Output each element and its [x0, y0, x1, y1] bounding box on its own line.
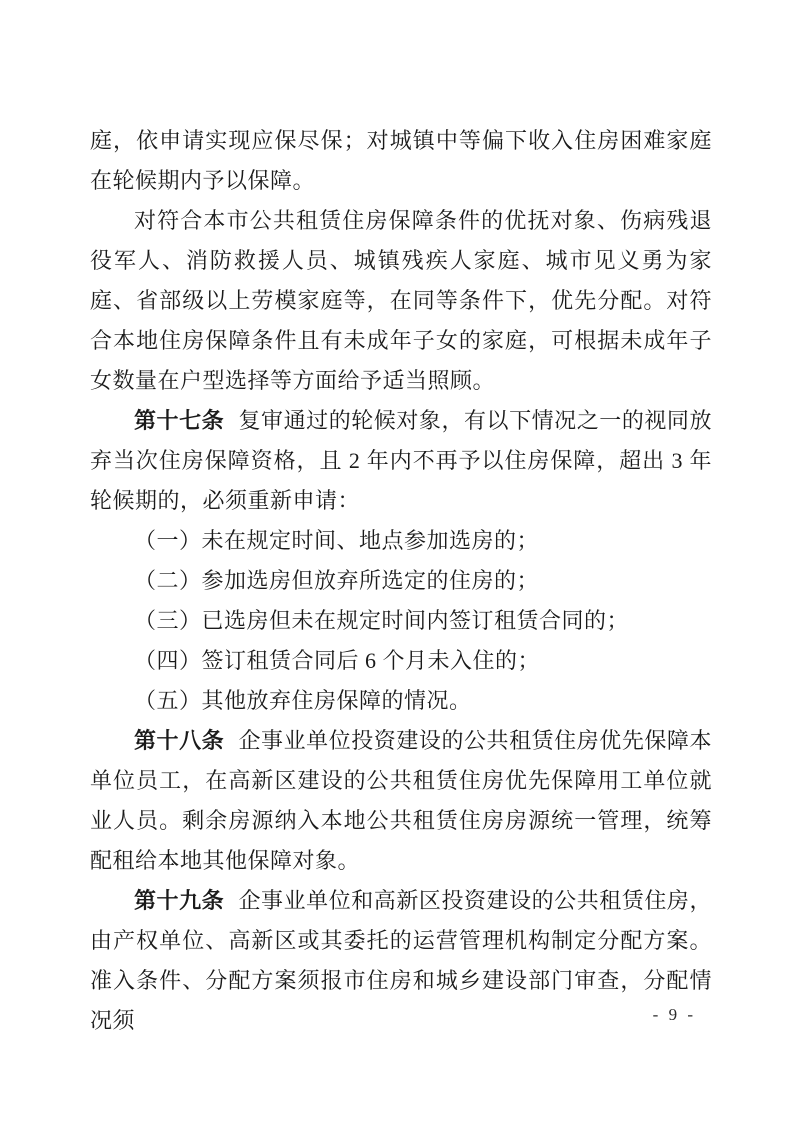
paragraph-text: 企事业单位投资建设的公共租赁住房优先保障本单位员工，在高新区建设的公共租赁住房优先保障用工单位就业人员。剩余房源纳入本地公共租赁住房房源统一管理，统筹配租给本地其他保障对象。: [90, 728, 712, 873]
paragraph-priority-allocation: [90, 201, 712, 401]
paragraph-text: 对符合本市公共租赁住房保障条件的优抚对象、伤病残退役军人、消防救援人员、城镇残疾人家庭、城市见义勇为家庭、省部级以上劳模家庭等，在同等条件下，优先分配。对符合本地住房保障条件且有未成年子女的家庭，可根据未成年子女数量在户型选择等方面给予适当照顾。: [90, 208, 712, 393]
article-19-heading: 第十九条: [134, 888, 225, 913]
paragraph-article-18: [90, 721, 712, 881]
list-item-text: （三）已选房但未在规定时间内签订租赁合同的；: [134, 608, 630, 633]
paragraph-text: 庭，依申请实现应保尽保；对城镇中等偏下收入住房困难家庭在轮候期内予以保障。: [90, 128, 712, 193]
list-item-3: [90, 601, 712, 641]
list-item-2: [90, 561, 712, 601]
list-item-text: （二）参加选房但放弃所选定的住房的；: [134, 568, 540, 593]
paragraph-continuation: [90, 121, 712, 201]
list-item-text: （一）未在规定时间、地点参加选房的；: [134, 528, 540, 553]
paragraph-article-19: [90, 881, 712, 1041]
article-18-heading: 第十八条: [134, 728, 225, 753]
list-item-1: [90, 521, 712, 561]
list-item-text: （五）其他放弃住房保障的情况。: [134, 688, 472, 713]
list-item-4: [90, 641, 712, 681]
paragraph-text: 企事业单位和高新区投资建设的公共租赁住房，由产权单位、高新区或其委托的运营管理机构制定分配方案。准入条件、分配方案须报市住房和城乡建设部门审查，分配情况须: [90, 888, 712, 1033]
paragraph-text: 复审通过的轮候对象，有以下情况之一的视同放弃当次住房保障资格，且 2 年内不再予以住房保障，超出 3 年轮候期的，必须重新申请：: [90, 408, 712, 513]
page-number: - 9 -: [652, 1005, 696, 1024]
article-17-heading: 第十七条: [134, 408, 225, 433]
document-body: [90, 121, 712, 1041]
list-item-text: （四）签订租赁合同后 6 个月未入住的；: [134, 648, 541, 673]
list-item-5: [90, 681, 712, 721]
paragraph-article-17: [90, 401, 712, 521]
